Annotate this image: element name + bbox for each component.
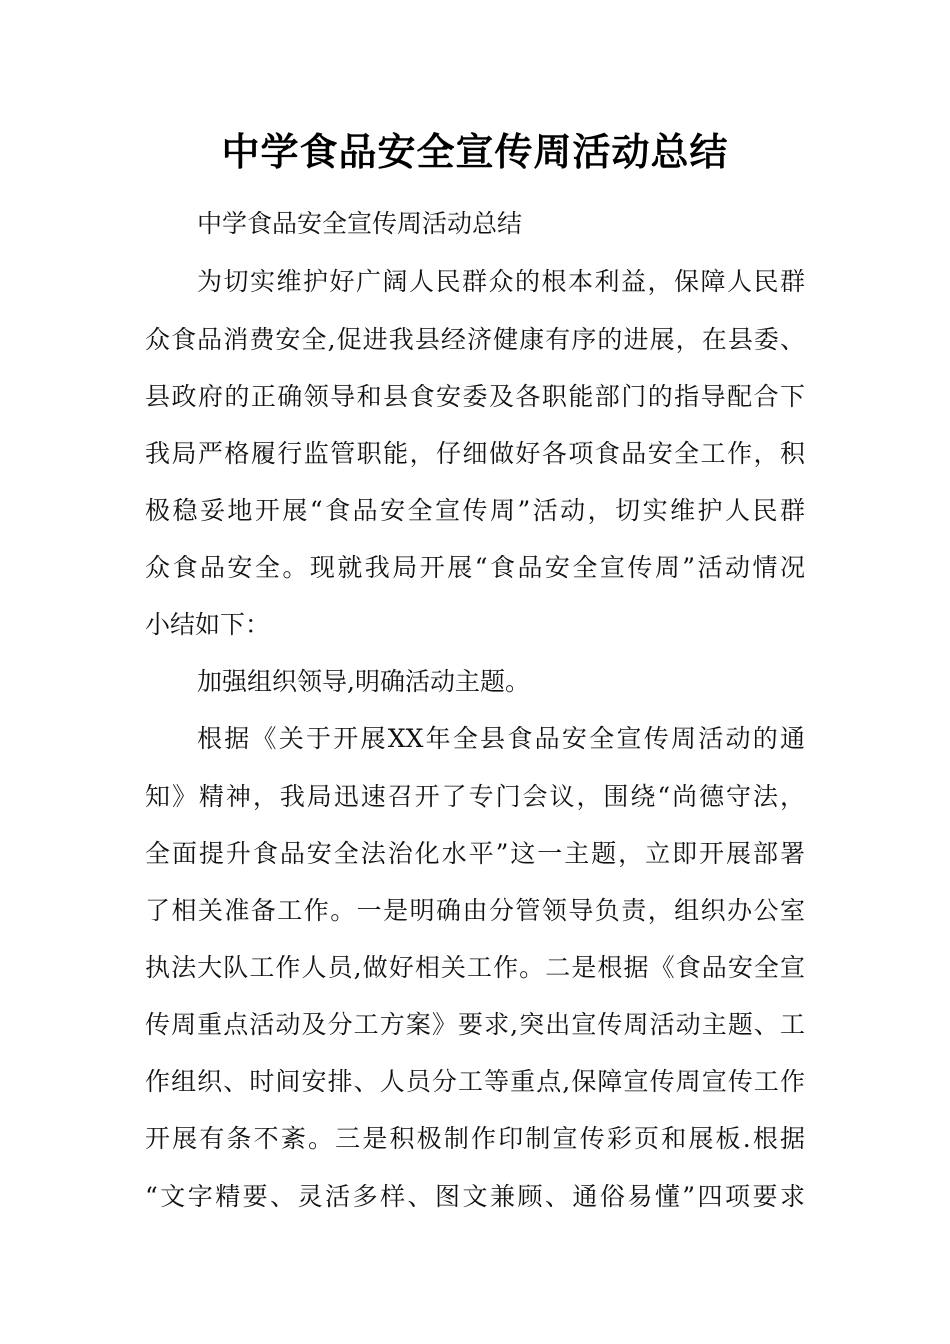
- paragraph-line: 众食品消费安全,促进我县经济健康有序的进展，在县委、: [145, 325, 805, 354]
- paragraph-line: 执法大队工作人员,做好相关工作。二是根据《食品安全宣: [145, 953, 805, 982]
- paragraph-line: 了相关准备工作。一是明确由分管领导负责，组织办公室: [145, 896, 805, 925]
- document-title: 中学食品安全宣传周活动总结: [221, 129, 729, 174]
- paragraph-line: 为切实维护好广阔人民群众的根本利益，保障人民群: [197, 267, 805, 296]
- paragraph-line: 众食品安全。现就我局开展“食品安全宣传周”活动情况: [145, 553, 805, 582]
- paragraph-line: 极稳妥地开展“食品安全宣传周”活动，切实维护人民群: [145, 496, 805, 525]
- paragraph-line: 作组织、时间安排、人员分工等重点,保障宣传周宣传工作: [145, 1067, 805, 1096]
- section-heading: 加强组织领导,明确活动主题。: [197, 667, 530, 696]
- paragraph-line: “文字精要、灵活多样、图文兼顾、通俗易懂”四项要求: [145, 1182, 805, 1211]
- subtitle-line: 中学食品安全宣传周活动总结: [197, 209, 523, 238]
- paragraph-line: 根据《关于开展XX年全县食品安全宣传周活动的通: [197, 724, 805, 753]
- paragraph-line: 县政府的正确领导和县食安委及各职能部门的指导配合下: [145, 382, 805, 411]
- paragraph-line: 知》精神，我局迅速召开了专门会议，围绕“尚德守法，: [145, 782, 805, 811]
- paragraph-line: 小结如下：: [145, 610, 271, 639]
- paragraph-line: 开展有条不紊。三是积极制作印制宣传彩页和展板.根据: [145, 1124, 805, 1153]
- paragraph-line: 全面提升食品安全法治化水平”这一主题，立即开展部署: [145, 839, 805, 868]
- paragraph-line: 传周重点活动及分工方案》要求,突出宣传周活动主题、工: [145, 1010, 805, 1039]
- paragraph-line: 我局严格履行监管职能，仔细做好各项食品安全工作，积: [145, 439, 805, 468]
